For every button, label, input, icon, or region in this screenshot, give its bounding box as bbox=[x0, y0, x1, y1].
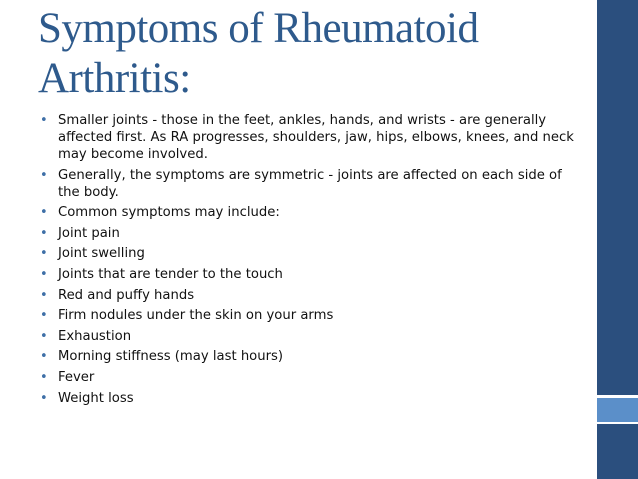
list-item bbox=[40, 167, 580, 201]
slide-title: Symptoms of Rheumatoid Arthritis: bbox=[38, 5, 479, 102]
bullet-text: Smaller joints - those in the feet, ankles, hands, and wrists - are generally affected first. As RA progresses, shoulders, jaw, hips, elbows, knees, and neck may become involved. bbox=[58, 113, 574, 162]
list-item bbox=[40, 245, 580, 262]
list-item bbox=[40, 328, 580, 345]
bullet-icon: • bbox=[40, 287, 48, 303]
bullet-text: Weight loss bbox=[58, 390, 134, 406]
bullet-icon: • bbox=[40, 225, 48, 241]
bullet-text: Joint pain bbox=[58, 225, 120, 241]
decorative-sidebar bbox=[597, 0, 638, 479]
bullet-icon: • bbox=[40, 205, 48, 221]
bullet-text: Joint swelling bbox=[58, 246, 145, 262]
list-item bbox=[40, 225, 580, 242]
bullet-text: Fever bbox=[58, 369, 95, 385]
bullet-text: Common symptoms may include: bbox=[58, 205, 280, 221]
bullet-list bbox=[40, 112, 580, 410]
sidebar-accent-block bbox=[597, 398, 638, 422]
sidebar-dark-block bbox=[597, 424, 638, 479]
list-item bbox=[40, 307, 580, 324]
bullet-icon: • bbox=[40, 349, 48, 365]
bullet-text: Generally, the symptoms are symmetric - joints are affected on each side of the body. bbox=[58, 167, 562, 200]
bullet-icon: • bbox=[40, 113, 48, 128]
bullet-icon: • bbox=[40, 167, 48, 183]
list-item bbox=[40, 390, 580, 407]
bullet-text: Red and puffy hands bbox=[58, 287, 195, 303]
bullet-icon: • bbox=[40, 266, 48, 282]
bullet-icon: • bbox=[40, 390, 48, 406]
bullet-text: Joints that are tender to the touch bbox=[58, 266, 283, 282]
list-item bbox=[40, 369, 580, 386]
bullet-text: Firm nodules under the skin on your arms bbox=[58, 308, 334, 324]
bullet-text: Morning stiffness (may last hours) bbox=[58, 349, 284, 365]
bullet-icon: • bbox=[40, 328, 48, 344]
list-item bbox=[40, 112, 580, 163]
bullet-icon: • bbox=[40, 246, 48, 262]
bullet-icon: • bbox=[40, 308, 48, 324]
bullet-text: Exhaustion bbox=[58, 328, 132, 344]
list-item bbox=[40, 266, 580, 283]
list-item bbox=[40, 204, 580, 221]
list-item bbox=[40, 348, 580, 365]
bullet-icon: • bbox=[40, 369, 48, 385]
list-item bbox=[40, 287, 580, 304]
sidebar-dark-block bbox=[597, 0, 638, 395]
